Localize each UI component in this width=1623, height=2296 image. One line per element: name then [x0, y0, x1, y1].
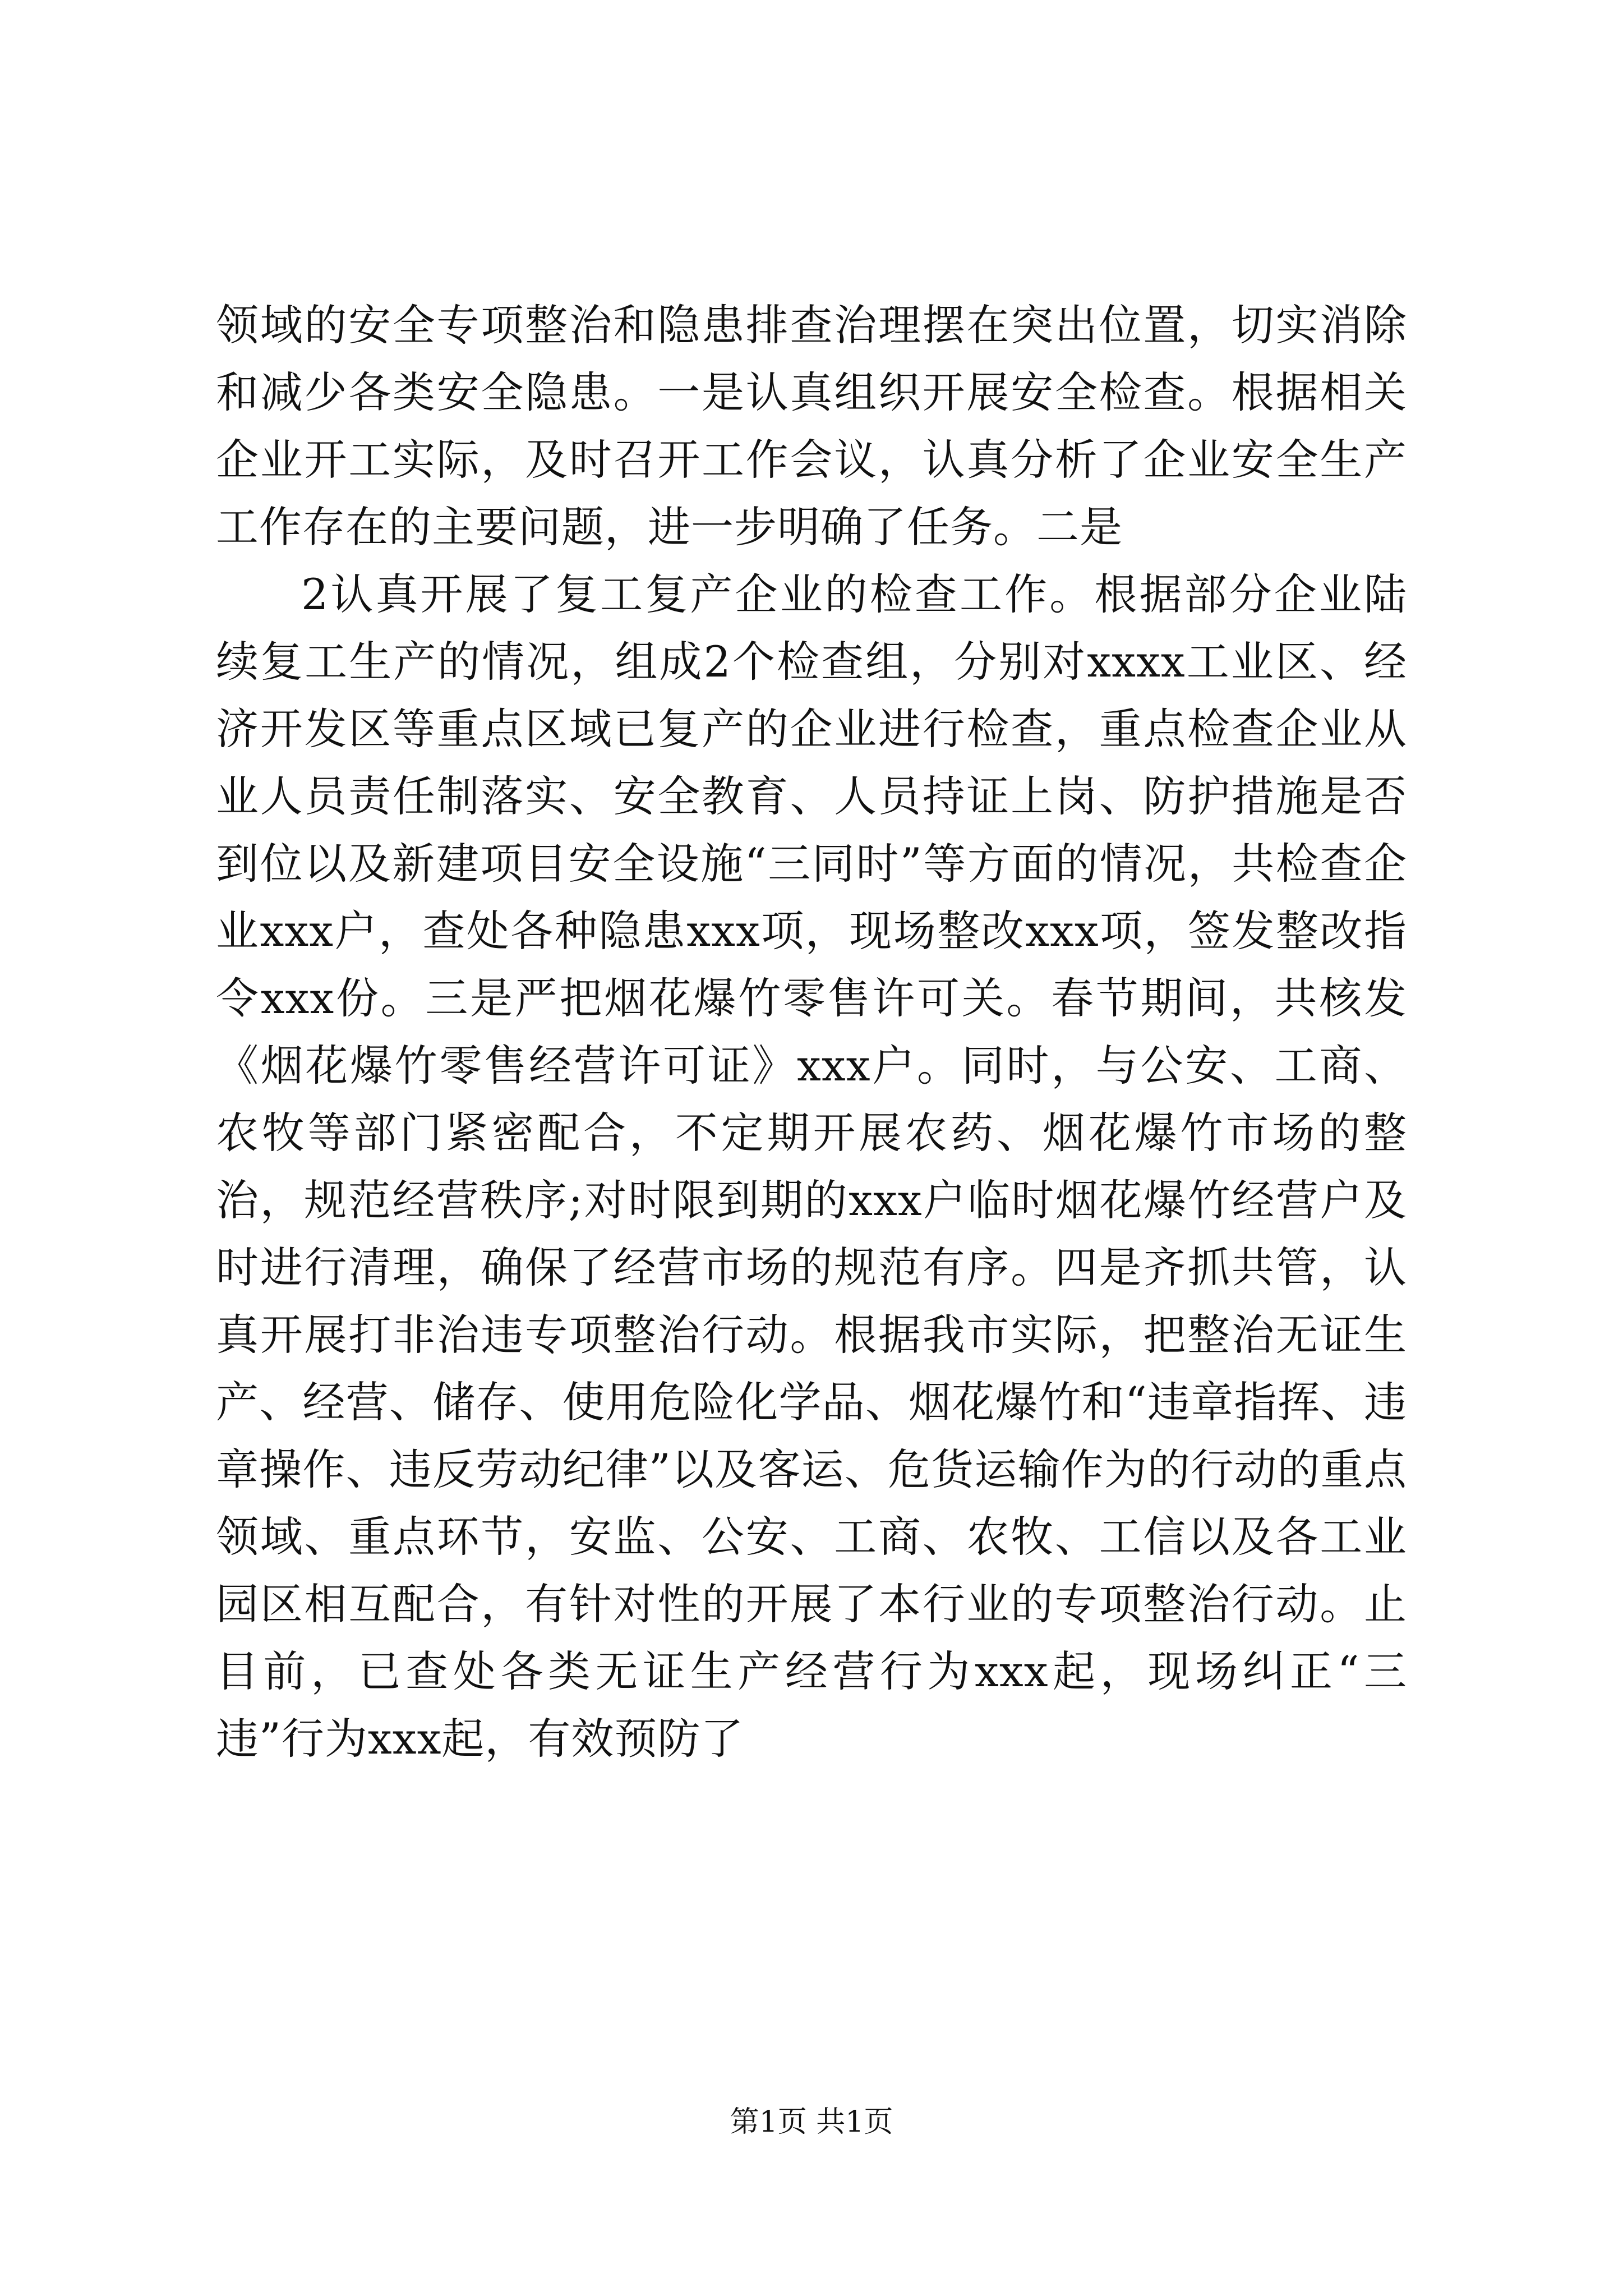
paragraph-1: 领域的安全专项整治和隐患排查治理摆在突出位置，切实消除和减少各类安全隐患。一是认真组织开展安全检查。根据相关企业开工实际，及时召开工作会议，认真分析了企业安全生产工作存在的主要问题，进一步明确了任务。二是	[216, 300, 1407, 552]
page-footer: 第1页 共1页	[730, 2105, 893, 2139]
paragraph-2: 2认真开展了复工复产企业的检查工作。根据部分企业陆续复工生产的情况，组成2个检查组，分别对xxxx工业区、经济开发区等重点区域已复产的企业进行检查，重点检查企业从业人员责任制落实、安全教育、人员持证上岗、防护措施是否到位以及新建项目安全设施“三同时”等方面的情况，共检查企业xxx户，查处各种隐患xxx项，现场整改xxx项，签发整改指令xxx份。三是严把烟花爆竹零售许可关。春节期间，共核发《烟花爆竹零售经营许可证》xxx户。同时，与公安、工商、农牧等部门紧密配合，不定期开展农药、烟花爆竹市场的整治，规范经营秩序;对时限到期的xxx户临时烟花爆竹经营户及时进行清理，确保了经营市场的规范有序。四是齐抓共管，认真开展打非治违专项整治行动。根据我市实际，把整治无证生产、经营、储存、使用危险化学品、烟花爆竹和“违章指挥、违章操作、违反劳动纪律”以及客运、危货运输作为的行动的重点领域、重点环节，安监、公安、工商、农牧、工信以及各工业园区相互配合，有针对性的开展了本行业的专项整治行动。止目前，已查处各类无证生产经营行为xxx起，现场纠正“三违”行为xxx起，有效预防了	[216, 569, 1407, 1764]
document-body	[216, 292, 1407, 1773]
